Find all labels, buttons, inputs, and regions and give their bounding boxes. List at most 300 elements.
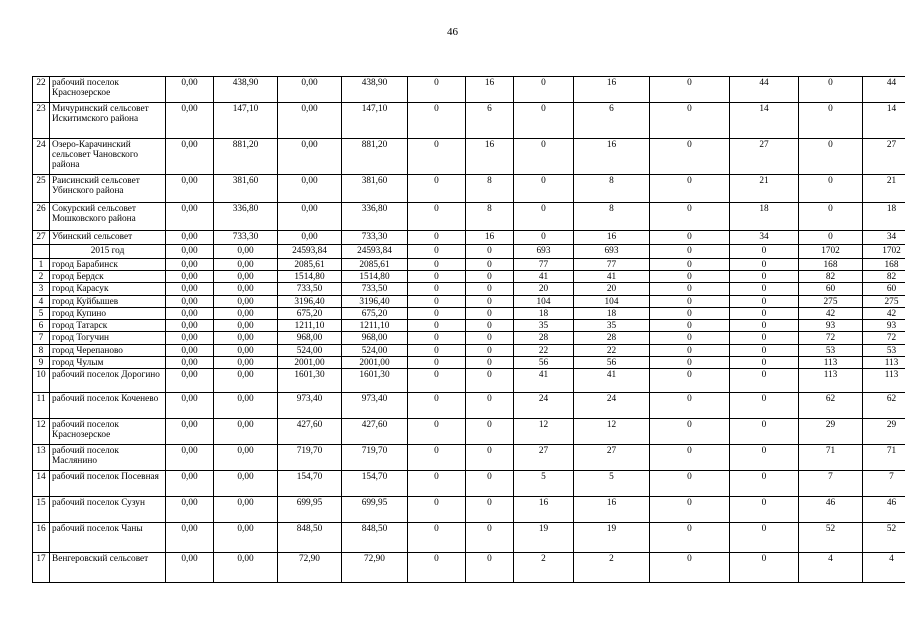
value-cell: 968,00	[278, 332, 342, 344]
value-cell: 0	[730, 418, 799, 444]
value-cell: 4	[863, 552, 905, 582]
value-cell: 1514,80	[278, 271, 342, 283]
value-cell: 19	[514, 522, 574, 552]
value-cell: 427,60	[278, 418, 342, 444]
value-cell: 16	[574, 496, 650, 522]
value-cell: 0,00	[166, 392, 214, 418]
value-cell: 336,80	[342, 203, 408, 231]
value-cell: 0	[408, 283, 466, 295]
value-cell: 28	[514, 332, 574, 344]
row-number: 14	[33, 470, 50, 496]
value-cell: 62	[799, 392, 863, 418]
value-cell: 0	[408, 295, 466, 307]
value-cell: 0	[514, 139, 574, 175]
settlement-name: Убинский сельсовет	[50, 231, 166, 245]
value-cell: 72	[863, 332, 905, 344]
value-cell: 0	[408, 496, 466, 522]
value-cell: 0	[650, 77, 730, 103]
settlement-name: рабочий поселок Маслянино	[50, 444, 166, 470]
value-cell: 168	[863, 259, 905, 271]
value-cell: 21	[730, 175, 799, 203]
settlement-name: Мичуринский сельсовет Искитимского района	[50, 103, 166, 139]
value-cell: 0,00	[214, 392, 278, 418]
value-cell: 147,10	[214, 103, 278, 139]
value-cell: 104	[514, 295, 574, 307]
value-cell: 699,95	[342, 496, 408, 522]
value-cell: 968,00	[342, 332, 408, 344]
row-number: 24	[33, 139, 50, 175]
value-cell: 77	[514, 259, 574, 271]
value-cell: 0	[650, 295, 730, 307]
value-cell: 113	[863, 356, 905, 368]
value-cell: 62	[863, 392, 905, 418]
settlement-name: Венгеровский сельсовет	[50, 552, 166, 582]
settlement-name: город Татарск	[50, 320, 166, 332]
value-cell: 1211,10	[342, 320, 408, 332]
value-cell: 0,00	[166, 283, 214, 295]
year-row	[33, 245, 905, 259]
value-cell: 0,00	[278, 139, 342, 175]
value-cell: 113	[799, 368, 863, 392]
value-cell: 0	[514, 77, 574, 103]
settlement-name: рабочий поселок Краснозерское	[50, 77, 166, 103]
value-cell: 0,00	[214, 552, 278, 582]
table-row	[33, 307, 905, 319]
value-cell: 0,00	[214, 344, 278, 356]
value-cell: 16	[574, 77, 650, 103]
value-cell: 719,70	[278, 444, 342, 470]
value-cell: 0	[408, 332, 466, 344]
value-cell: 0	[408, 271, 466, 283]
row-number: 13	[33, 444, 50, 470]
value-cell: 0,00	[166, 175, 214, 203]
settlement-name: Сокурский сельсовет Мошковского района	[50, 203, 166, 231]
table-row	[33, 496, 905, 522]
value-cell: 168	[799, 259, 863, 271]
value-cell: 1702	[799, 245, 863, 259]
value-cell: 0,00	[166, 332, 214, 344]
value-cell: 5	[574, 470, 650, 496]
value-cell: 0	[730, 283, 799, 295]
value-cell: 0	[799, 175, 863, 203]
value-cell: 0	[466, 522, 514, 552]
value-cell: 973,40	[342, 392, 408, 418]
settlement-name: рабочий поселок Сузун	[50, 496, 166, 522]
value-cell: 0	[408, 368, 466, 392]
table-row	[33, 77, 905, 103]
settlement-name: рабочий поселок Коченево	[50, 392, 166, 418]
value-cell: 0	[799, 139, 863, 175]
value-cell: 27	[730, 139, 799, 175]
value-cell: 35	[574, 320, 650, 332]
value-cell: 0,00	[166, 295, 214, 307]
row-number: 6	[33, 320, 50, 332]
value-cell: 0	[650, 320, 730, 332]
value-cell: 3196,40	[342, 295, 408, 307]
value-cell: 0,00	[278, 231, 342, 245]
value-cell: 154,70	[278, 470, 342, 496]
settlement-name: рабочий поселок Краснозерское	[50, 418, 166, 444]
settlement-name: город Карасук	[50, 283, 166, 295]
value-cell: 0	[466, 496, 514, 522]
value-cell: 0	[466, 344, 514, 356]
value-cell: 72,90	[342, 552, 408, 582]
value-cell: 53	[799, 344, 863, 356]
value-cell: 0	[514, 103, 574, 139]
value-cell: 34	[730, 231, 799, 245]
value-cell: 0	[650, 356, 730, 368]
value-cell: 2001,00	[342, 356, 408, 368]
value-cell: 0,00	[166, 418, 214, 444]
value-cell: 0,00	[214, 444, 278, 470]
value-cell: 44	[863, 77, 905, 103]
value-cell: 8	[466, 203, 514, 231]
value-cell: 29	[863, 418, 905, 444]
value-cell: 35	[514, 320, 574, 332]
settlement-name: город Бердск	[50, 271, 166, 283]
value-cell: 56	[574, 356, 650, 368]
value-cell: 0,00	[214, 295, 278, 307]
value-cell: 0,00	[166, 522, 214, 552]
table-row	[33, 470, 905, 496]
value-cell: 0	[650, 344, 730, 356]
value-cell: 56	[514, 356, 574, 368]
value-cell: 41	[574, 368, 650, 392]
value-cell: 52	[863, 522, 905, 552]
value-cell: 0,00	[214, 332, 278, 344]
value-cell: 41	[514, 368, 574, 392]
value-cell: 0	[650, 307, 730, 319]
value-cell: 0	[514, 231, 574, 245]
settlement-name: Раисинский сельсовет Убинского района	[50, 175, 166, 203]
value-cell: 0	[466, 283, 514, 295]
value-cell: 0	[730, 332, 799, 344]
value-cell: 693	[574, 245, 650, 259]
value-cell: 5	[514, 470, 574, 496]
value-cell: 733,50	[278, 283, 342, 295]
value-cell: 6	[466, 103, 514, 139]
value-cell: 719,70	[342, 444, 408, 470]
settlement-name: рабочий поселок Посевная	[50, 470, 166, 496]
value-cell: 52	[799, 522, 863, 552]
value-cell: 0	[650, 418, 730, 444]
value-cell: 381,60	[342, 175, 408, 203]
value-cell: 675,20	[342, 307, 408, 319]
value-cell: 0	[730, 320, 799, 332]
table-row	[33, 552, 905, 582]
row-number: 7	[33, 332, 50, 344]
value-cell: 848,50	[342, 522, 408, 552]
value-cell: 0	[730, 470, 799, 496]
row-number: 16	[33, 522, 50, 552]
value-cell: 113	[799, 356, 863, 368]
value-cell: 0,00	[166, 344, 214, 356]
table-row	[33, 332, 905, 344]
row-number: 1	[33, 259, 50, 271]
table-row	[33, 418, 905, 444]
value-cell: 20	[574, 283, 650, 295]
value-cell: 21	[863, 175, 905, 203]
settlement-name: город Куйбышев	[50, 295, 166, 307]
table-row	[33, 231, 905, 245]
value-cell: 0,00	[278, 175, 342, 203]
row-number: 25	[33, 175, 50, 203]
value-cell: 0	[650, 175, 730, 203]
value-cell: 0	[466, 295, 514, 307]
value-cell: 2	[574, 552, 650, 582]
value-cell: 2085,61	[278, 259, 342, 271]
value-cell: 0	[466, 470, 514, 496]
settlement-name: город Чулым	[50, 356, 166, 368]
value-cell: 0,00	[214, 283, 278, 295]
table-row	[33, 356, 905, 368]
value-cell: 12	[514, 418, 574, 444]
value-cell: 0	[650, 259, 730, 271]
table-row	[33, 259, 905, 271]
value-cell: 0	[466, 320, 514, 332]
value-cell: 24593,84	[342, 245, 408, 259]
value-cell: 8	[466, 175, 514, 203]
value-cell: 14	[863, 103, 905, 139]
value-cell: 881,20	[342, 139, 408, 175]
value-cell: 0	[650, 139, 730, 175]
value-cell: 0	[650, 552, 730, 582]
value-cell: 0	[650, 392, 730, 418]
value-cell: 0,00	[166, 77, 214, 103]
table-row	[33, 444, 905, 470]
value-cell: 41	[514, 271, 574, 283]
value-cell: 44	[730, 77, 799, 103]
value-cell: 93	[863, 320, 905, 332]
value-cell: 0	[650, 332, 730, 344]
value-cell: 12	[574, 418, 650, 444]
value-cell: 0	[650, 522, 730, 552]
value-cell: 1702	[863, 245, 905, 259]
value-cell: 8	[574, 203, 650, 231]
value-cell: 0	[466, 356, 514, 368]
value-cell: 0,00	[214, 245, 278, 259]
value-cell: 46	[799, 496, 863, 522]
value-cell: 0,00	[166, 368, 214, 392]
table-row	[33, 320, 905, 332]
value-cell: 28	[574, 332, 650, 344]
value-cell: 1601,30	[278, 368, 342, 392]
value-cell: 14	[730, 103, 799, 139]
value-cell: 0,00	[278, 203, 342, 231]
row-number: 10	[33, 368, 50, 392]
row-number: 8	[33, 344, 50, 356]
value-cell: 0,00	[166, 307, 214, 319]
settlement-name: Озеро-Карачинский сельсовет Чановского района	[50, 139, 166, 175]
table-row	[33, 522, 905, 552]
value-cell: 0,00	[166, 103, 214, 139]
settlement-name: рабочий поселок Дорогино	[50, 368, 166, 392]
value-cell: 0	[650, 103, 730, 139]
value-cell: 0,00	[166, 231, 214, 245]
value-cell: 82	[863, 271, 905, 283]
value-cell: 0,00	[214, 470, 278, 496]
value-cell: 0	[514, 203, 574, 231]
value-cell: 0	[408, 356, 466, 368]
value-cell: 20	[514, 283, 574, 295]
value-cell: 973,40	[278, 392, 342, 418]
value-cell: 0,00	[166, 259, 214, 271]
value-cell: 275	[799, 295, 863, 307]
row-number: 3	[33, 283, 50, 295]
value-cell: 0	[466, 418, 514, 444]
value-cell: 16	[574, 139, 650, 175]
value-cell: 34	[863, 231, 905, 245]
value-cell: 0,00	[166, 444, 214, 470]
row-number: 5	[33, 307, 50, 319]
value-cell: 0,00	[166, 496, 214, 522]
value-cell: 0	[408, 344, 466, 356]
settlement-name: город Черепаново	[50, 344, 166, 356]
value-cell: 0	[730, 552, 799, 582]
value-cell: 24	[574, 392, 650, 418]
value-cell: 113	[863, 368, 905, 392]
value-cell: 0,00	[166, 320, 214, 332]
row-number: 15	[33, 496, 50, 522]
value-cell: 0	[730, 392, 799, 418]
value-cell: 0	[408, 307, 466, 319]
row-number	[33, 245, 50, 259]
value-cell: 16	[466, 139, 514, 175]
value-cell: 0	[408, 245, 466, 259]
value-cell: 0	[799, 77, 863, 103]
value-cell: 77	[574, 259, 650, 271]
value-cell: 0	[408, 231, 466, 245]
value-cell: 438,90	[342, 77, 408, 103]
value-cell: 0	[466, 552, 514, 582]
value-cell: 0	[730, 271, 799, 283]
value-cell: 24593,84	[278, 245, 342, 259]
value-cell: 0	[408, 320, 466, 332]
value-cell: 16	[466, 231, 514, 245]
value-cell: 27	[574, 444, 650, 470]
value-cell: 60	[863, 283, 905, 295]
value-cell: 41	[574, 271, 650, 283]
value-cell: 72,90	[278, 552, 342, 582]
row-number: 22	[33, 77, 50, 103]
value-cell: 0,00	[278, 77, 342, 103]
table-row	[33, 344, 905, 356]
value-cell: 82	[799, 271, 863, 283]
value-cell: 0	[408, 418, 466, 444]
value-cell: 0	[466, 368, 514, 392]
table-row	[33, 139, 905, 175]
value-cell: 2001,00	[278, 356, 342, 368]
value-cell: 46	[863, 496, 905, 522]
value-cell: 0,00	[166, 356, 214, 368]
value-cell: 0	[514, 175, 574, 203]
value-cell: 53	[863, 344, 905, 356]
value-cell: 71	[863, 444, 905, 470]
value-cell: 27	[514, 444, 574, 470]
value-cell: 0,00	[166, 271, 214, 283]
value-cell: 1601,30	[342, 368, 408, 392]
value-cell: 0,00	[214, 259, 278, 271]
value-cell: 438,90	[214, 77, 278, 103]
value-cell: 0	[466, 271, 514, 283]
value-cell: 524,00	[278, 344, 342, 356]
value-cell: 0	[730, 368, 799, 392]
value-cell: 0	[650, 203, 730, 231]
value-cell: 7	[863, 470, 905, 496]
value-cell: 3196,40	[278, 295, 342, 307]
value-cell: 733,30	[342, 231, 408, 245]
row-number: 23	[33, 103, 50, 139]
value-cell: 16	[574, 231, 650, 245]
value-cell: 24	[514, 392, 574, 418]
value-cell: 27	[863, 139, 905, 175]
value-cell: 0	[650, 245, 730, 259]
value-cell: 0	[650, 231, 730, 245]
value-cell: 0	[730, 245, 799, 259]
row-number: 4	[33, 295, 50, 307]
row-number: 11	[33, 392, 50, 418]
value-cell: 0	[730, 496, 799, 522]
value-cell: 0,00	[214, 496, 278, 522]
value-cell: 0	[650, 496, 730, 522]
value-cell: 0	[466, 444, 514, 470]
value-cell: 0	[466, 307, 514, 319]
value-cell: 0	[730, 356, 799, 368]
resettlement-table	[32, 76, 905, 583]
value-cell: 0,00	[278, 103, 342, 139]
value-cell: 0,00	[214, 368, 278, 392]
row-number: 17	[33, 552, 50, 582]
value-cell: 147,10	[342, 103, 408, 139]
value-cell: 0	[650, 368, 730, 392]
value-cell: 18	[574, 307, 650, 319]
row-number: 27	[33, 231, 50, 245]
settlement-name: рабочий поселок Чаны	[50, 522, 166, 552]
value-cell: 0	[408, 77, 466, 103]
table-row	[33, 271, 905, 283]
value-cell: 0	[408, 175, 466, 203]
value-cell: 16	[466, 77, 514, 103]
value-cell: 6	[574, 103, 650, 139]
value-cell: 19	[574, 522, 650, 552]
table-row	[33, 175, 905, 203]
value-cell: 0	[730, 307, 799, 319]
table-row	[33, 392, 905, 418]
table-row	[33, 295, 905, 307]
value-cell: 0	[730, 259, 799, 271]
value-cell: 699,95	[278, 496, 342, 522]
value-cell: 693	[514, 245, 574, 259]
row-number: 2	[33, 271, 50, 283]
value-cell: 881,20	[214, 139, 278, 175]
value-cell: 0,00	[166, 203, 214, 231]
settlement-name: город Тогучин	[50, 332, 166, 344]
value-cell: 0,00	[214, 307, 278, 319]
value-cell: 7	[799, 470, 863, 496]
value-cell: 0	[730, 344, 799, 356]
value-cell: 42	[799, 307, 863, 319]
value-cell: 1211,10	[278, 320, 342, 332]
value-cell: 0	[650, 444, 730, 470]
value-cell: 0	[799, 103, 863, 139]
value-cell: 0	[408, 203, 466, 231]
value-cell: 0	[466, 259, 514, 271]
value-cell: 42	[863, 307, 905, 319]
value-cell: 16	[514, 496, 574, 522]
value-cell: 0	[408, 522, 466, 552]
value-cell: 381,60	[214, 175, 278, 203]
row-number: 26	[33, 203, 50, 231]
